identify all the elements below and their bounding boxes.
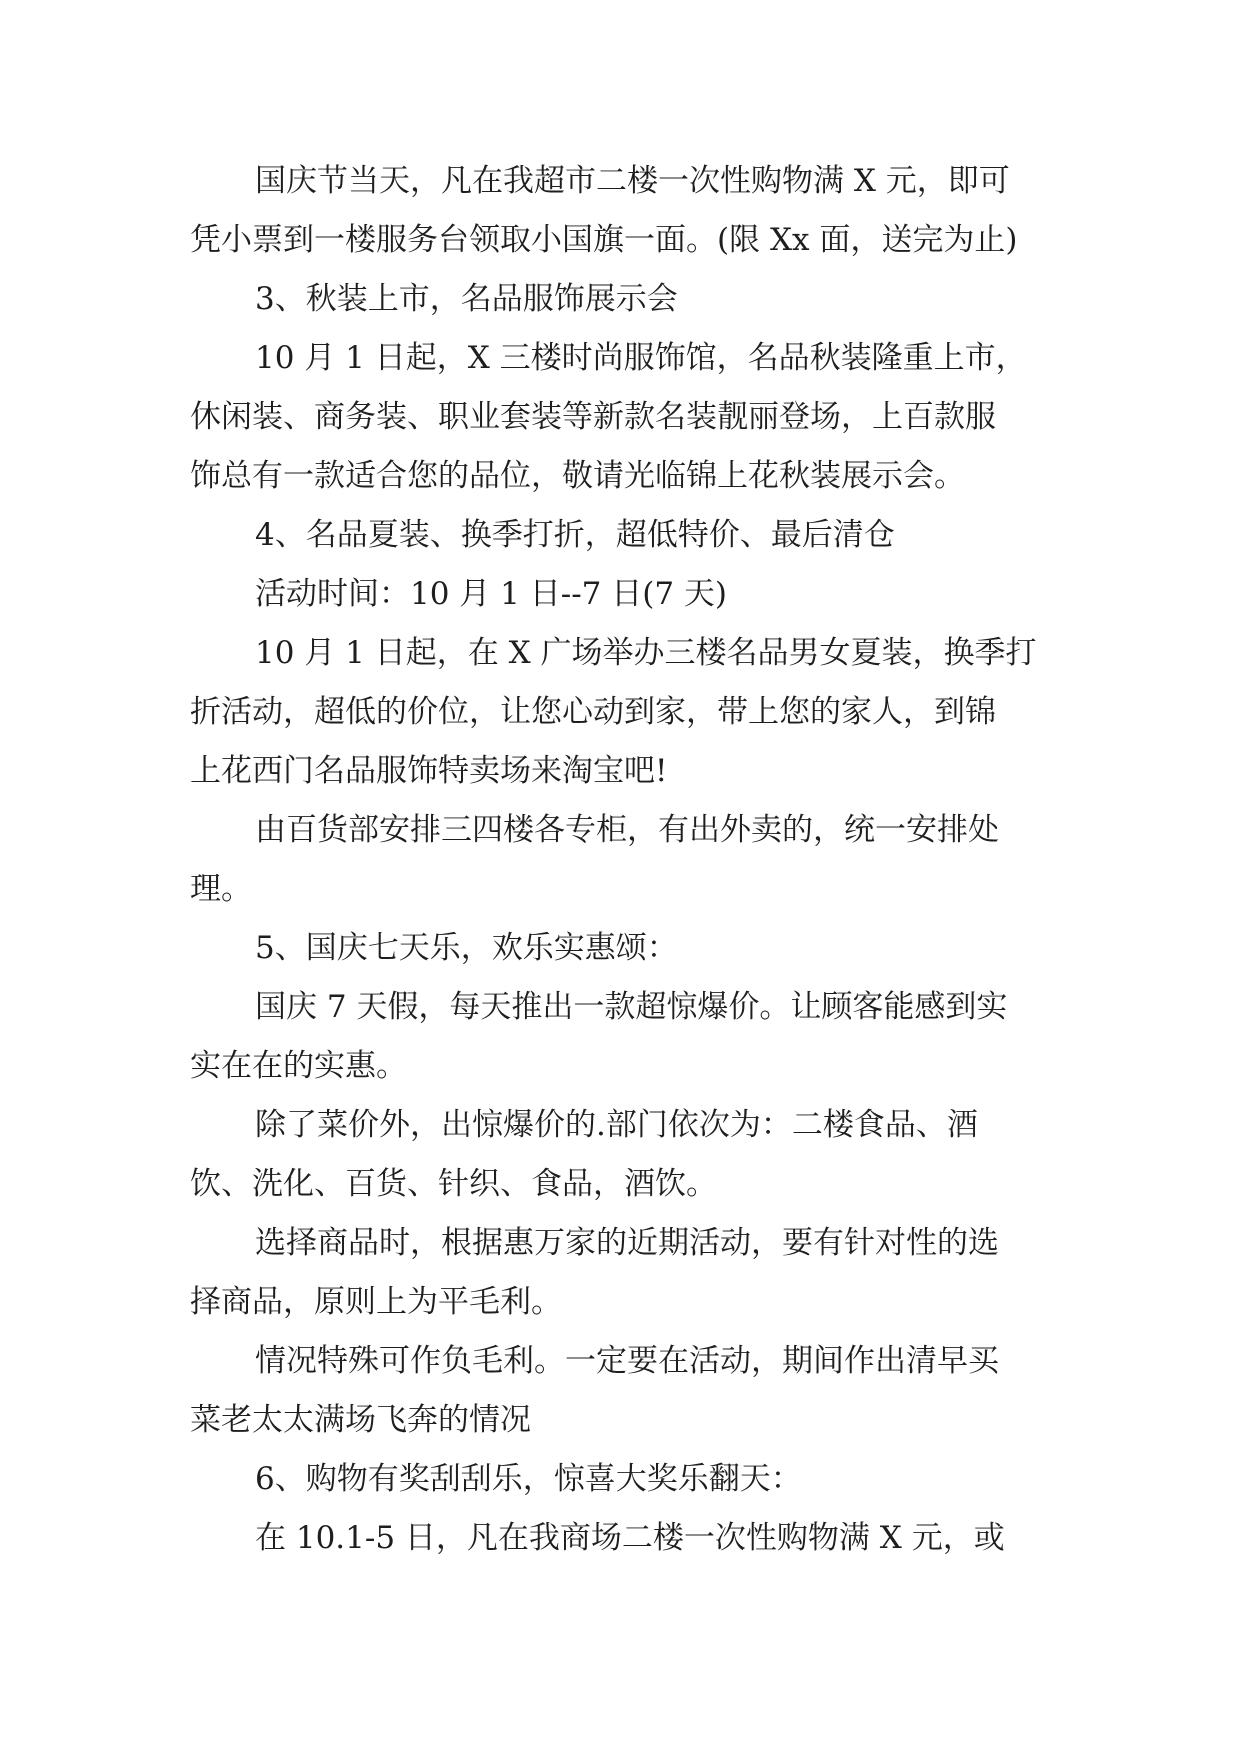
text-line: 国庆 7 天假，每天推出一款超惊爆价。让顾客能感到实	[255, 989, 1008, 1025]
text-line: 凭小票到一楼服务台领取小国旗一面。(限 Xx 面，送完为止)	[190, 222, 1018, 258]
document-body	[190, 152, 1070, 1568]
text-line: 理。	[190, 871, 252, 907]
section-heading: 6、购物有奖刮刮乐，惊喜大奖乐翻天：	[255, 1461, 802, 1497]
text-line: 择商品，原则上为平毛利。	[190, 1284, 562, 1320]
text-line: 活动时间：10 月 1 日--7 日(7 天)	[255, 576, 728, 612]
section-heading: 4、名品夏装、换季打折，超低特价、最后清仓	[255, 517, 895, 553]
text-line: 上花西门名品服饰特卖场来淘宝吧!	[190, 753, 668, 789]
text-line: 10 月 1 日起，在 X 广场举办三楼名品男女夏装，换季打	[255, 635, 1037, 671]
text-line: 选择商品时，根据惠万家的近期活动，要有针对性的选	[255, 1225, 999, 1261]
text-line: 饰总有一款适合您的品位，敬请光临锦上花秋装展示会。	[190, 458, 965, 494]
text-line: 国庆节当天，凡在我超市二楼一次性购物满 X 元，即可	[255, 163, 1010, 199]
text-line: 由百货部安排三四楼各专柜，有出外卖的，统一安排处	[255, 812, 999, 848]
text-line: 实在在的实惠。	[190, 1048, 407, 1084]
text-line: 菜老太太满场飞奔的情况	[190, 1402, 531, 1438]
text-line: 情况特殊可作负毛利。一定要在活动，期间作出清早买	[255, 1343, 999, 1379]
text-line: 在 10.1-5 日，凡在我商场二楼一次性购物满 X 元，或	[255, 1520, 1005, 1556]
text-line: 除了菜价外，出惊爆价的.部门依次为：二楼食品、酒	[255, 1107, 978, 1143]
text-line: 休闲装、商务装、职业套装等新款名装靓丽登场，上百款服	[190, 399, 996, 435]
text-line: 10 月 1 日起，X 三楼时尚服饰馆，名品秋装隆重上市，	[255, 340, 1027, 376]
text-line: 折活动，超低的价位，让您心动到家，带上您的家人，到锦	[190, 694, 996, 730]
section-heading: 3、秋装上市，名品服饰展示会	[255, 281, 678, 317]
section-heading: 5、国庆七天乐，欢乐实惠颂：	[255, 930, 678, 966]
text-line: 饮、洗化、百货、针织、食品，酒饮。	[190, 1166, 717, 1202]
